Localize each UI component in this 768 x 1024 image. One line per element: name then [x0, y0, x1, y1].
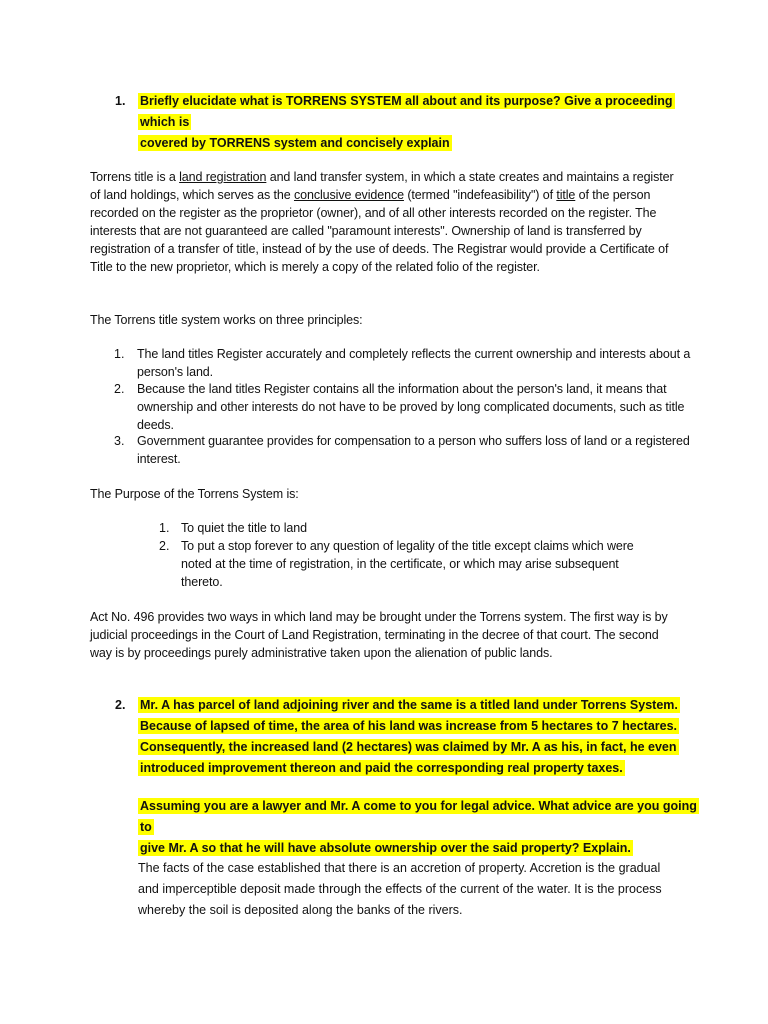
purpose-1-text: To quiet the title to land [181, 521, 307, 535]
principle-3-text: Government guarantee provides for compensation to a person who suffers loss of land or a registered interest. [137, 434, 690, 466]
question-2-ask-line-2: give Mr. A so that he will have absolute ownership over the said property? Explain. [140, 841, 631, 855]
question-2-line-4: introduced improvement thereon and paid the corresponding real property taxes. [140, 761, 623, 775]
question-2-text [138, 695, 698, 779]
answer-2-line-2: and imperceptible deposit made through the effects of the current of the water. It is the process [138, 882, 662, 896]
question-2-line-1: Mr. A has parcel of land adjoining river and the same is a titled land under Torrens System. [140, 698, 678, 712]
torrens-definition-paragraph [90, 169, 682, 276]
principles-heading: The Torrens title system works on three principles: [90, 313, 363, 327]
land-registration-link[interactable]: land registration [179, 170, 267, 184]
intro-text-3: (termed "indefeasibility") of [403, 187, 557, 202]
question-2-ask-line-1: Assuming you are a lawyer and Mr. A come to you for legal advice. What advice are you going to [140, 799, 697, 834]
answer-2-paragraph [138, 858, 698, 921]
act-496-paragraph: Act No. 496 provides two ways in which land may be brought under the Torrens system. The first way is by judicial proceedings in the Court of Land Registration, terminating in the decree of that court. The second way is by proceedings purely administrative taken upon the alienation of public lands. [90, 610, 668, 660]
question-2-line-3: Consequently, the increased land (2 hectares) was claimed by Mr. A as his, in fact, he even [140, 740, 677, 754]
question-2-number: 2. [115, 698, 126, 712]
principle-2-number: 2. [114, 382, 125, 396]
purpose-2-text: To put a stop forever to any question of legality of the title except claims which were noted at the time of registration, in the certificate, or which may arise subsequent thereto. [181, 539, 634, 589]
question-2-ask [138, 796, 698, 859]
purpose-2-number: 2. [159, 539, 170, 553]
question-1-number: 1. [115, 94, 126, 108]
principle-1-text: The land titles Register accurately and completely reflects the current ownership and interests about a person's land. [137, 347, 691, 379]
question-1-text [138, 91, 698, 154]
question-1-line-1: Briefly elucidate what is TORRENS SYSTEM all about and its purpose? Give a proceeding which is [140, 94, 673, 129]
purpose-1-number: 1. [159, 521, 170, 535]
title-link[interactable]: title [556, 187, 576, 202]
principle-1-number: 1. [114, 347, 125, 361]
principle-2-text: Because the land titles Register contains all the information about the person's land, it means that ownership and other interests do not have to be proved by long complicated documents, such as title deeds. [137, 382, 685, 432]
answer-2-line-1: The facts of the case established that there is an accretion of property. Accretion is the gradual [138, 861, 661, 875]
intro-text-2: and land transfer system, in which a state creates and maintains a register of land holdings, which serves as the [90, 170, 674, 202]
conclusive-evidence-link[interactable]: conclusive evidence [293, 187, 404, 202]
question-2-line-2: Because of lapsed of time, the area of his land was increase from 5 hectares to 7 hectares. [140, 719, 678, 733]
intro-text-1: Torrens title is a [90, 170, 180, 184]
answer-2-line-3: whereby the soil is deposited along the banks of the rivers. [138, 903, 463, 917]
question-1-line-2: covered by TORRENS system and concisely explain [140, 136, 450, 150]
intro-text-4: of the person recorded on the register as the proprietor (owner), and of all other interests recorded on the register. The interests that are not guaranteed are called "paramount interests". Ownership of land is transferred by registration of a transfer of title, instead of by the use of deeds. The Registrar would provide a Certificate of Title to the new proprietor, which is merely a copy of the related folio of the register. [90, 187, 669, 274]
purpose-heading: The Purpose of the Torrens System is: [90, 487, 299, 501]
principle-3-number: 3. [114, 434, 125, 448]
